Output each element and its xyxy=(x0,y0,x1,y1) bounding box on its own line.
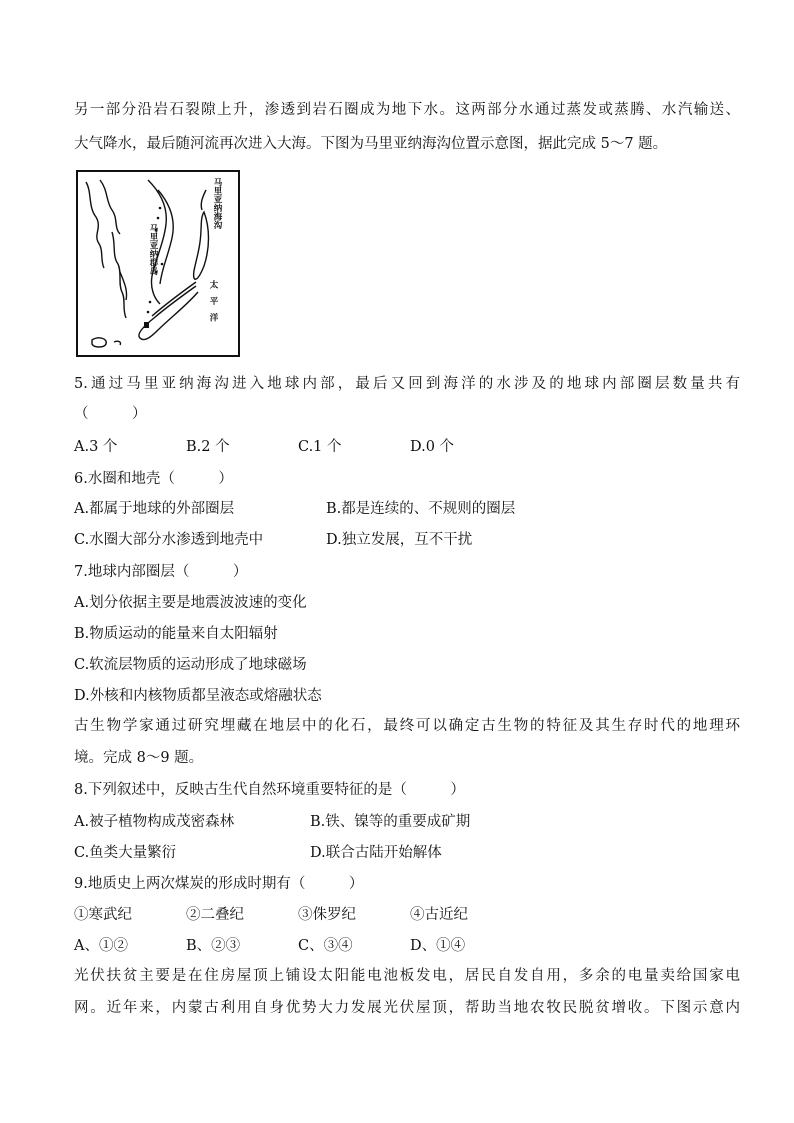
intro2-line2: 境。完成 8～9 题。 xyxy=(74,750,204,766)
intro3-line2: 网。近年来，内蒙古利用自身优势大力发展光伏屋顶，帮助当地农牧民脱贫增收。下图示意内 xyxy=(74,1000,740,1016)
q6-stem: 6.水圈和地壳（ ） xyxy=(74,471,233,487)
trench-label: 马里亚纳海沟 xyxy=(212,178,222,229)
q7-option-d: D.外核和内核物质都呈液态或熔融状态 xyxy=(74,688,322,704)
q7-option-b: B.物质运动的能量来自太阳辐射 xyxy=(74,626,278,642)
q6-option-d: D.独立发展，互不干扰 xyxy=(326,532,473,548)
q7-option-c: C.软流层物质的运动形成了地球磁场 xyxy=(74,657,307,673)
q5-option-a: A.3 个 xyxy=(74,439,118,455)
q9-item-2: ②二叠纪 xyxy=(186,907,244,923)
ocean-label: 太平洋 xyxy=(208,280,218,330)
intro2-line1: 古生物学家通过研究埋藏在地层中的化石，最终可以确定古生物的特征及其生存时代的地理环 xyxy=(74,718,740,734)
q6-option-a: A.都属于地球的外部圈层 xyxy=(74,501,235,517)
q9-option-b: B、②③ xyxy=(186,938,241,954)
q8-option-c: C.鱼类大量繁衍 xyxy=(74,845,177,861)
islands-label: 马里亚纳群岛 xyxy=(148,224,158,275)
q6-option-c: C.水圈大部分水渗透到地壳中 xyxy=(74,532,264,548)
q9-item-3: ③侏罗纪 xyxy=(298,907,356,923)
q7-option-a: A.划分依据主要是地震波波速的变化 xyxy=(74,595,307,611)
mariana-trench-map xyxy=(76,170,240,357)
q9-stem: 9.地质史上两次煤炭的形成时期有（ ） xyxy=(74,876,364,892)
q9-item-4: ④古近纪 xyxy=(410,907,468,923)
intro1-line1: 另一部分沿岩石裂隙上升，渗透到岩石圈成为地下水。这两部分水通过蒸发或蒸腾、水汽输送、 xyxy=(74,102,740,118)
q9-option-a: A、①② xyxy=(74,938,128,954)
q8-stem: 8.下列叙述中，反映古生代自然环境重要特征的是（ ） xyxy=(74,782,465,798)
q9-item-1: ①寒武纪 xyxy=(74,907,132,923)
q8-option-d: D.联合古陆开始解体 xyxy=(310,845,442,861)
q5-option-c: C.1 个 xyxy=(298,439,342,455)
intro1-line2: 大气降水，最后随河流再次进入大海。下图为马里亚纳海沟位置示意图，据此完成 5～7 题。 xyxy=(74,136,668,152)
q6-option-b: B.都是连续的、不规则的圈层 xyxy=(326,501,516,517)
q9-option-d: D、①④ xyxy=(410,938,466,954)
q5-stem-line2: （ ） xyxy=(74,406,147,422)
q5-stem-line1: 5.通过马里亚纳海沟进入地球内部，最后又回到海洋的水涉及的地球内部圈层数量共有 xyxy=(74,376,740,392)
q8-option-a: A.被子植物构成茂密森林 xyxy=(74,814,235,830)
q5-option-d: D.0 个 xyxy=(410,439,455,455)
intro3-line1: 光伏扶贫主要是在住房屋顶上铺设太阳能电池板发电，居民自发自用，多余的电量卖给国家电 xyxy=(74,968,740,984)
q9-option-c: C、③④ xyxy=(298,938,353,954)
q7-stem: 7.地球内部圈层（ ） xyxy=(74,564,248,580)
q5-option-b: B.2 个 xyxy=(186,439,230,455)
q8-option-b: B.铁、镍等的重要成矿期 xyxy=(310,814,471,830)
